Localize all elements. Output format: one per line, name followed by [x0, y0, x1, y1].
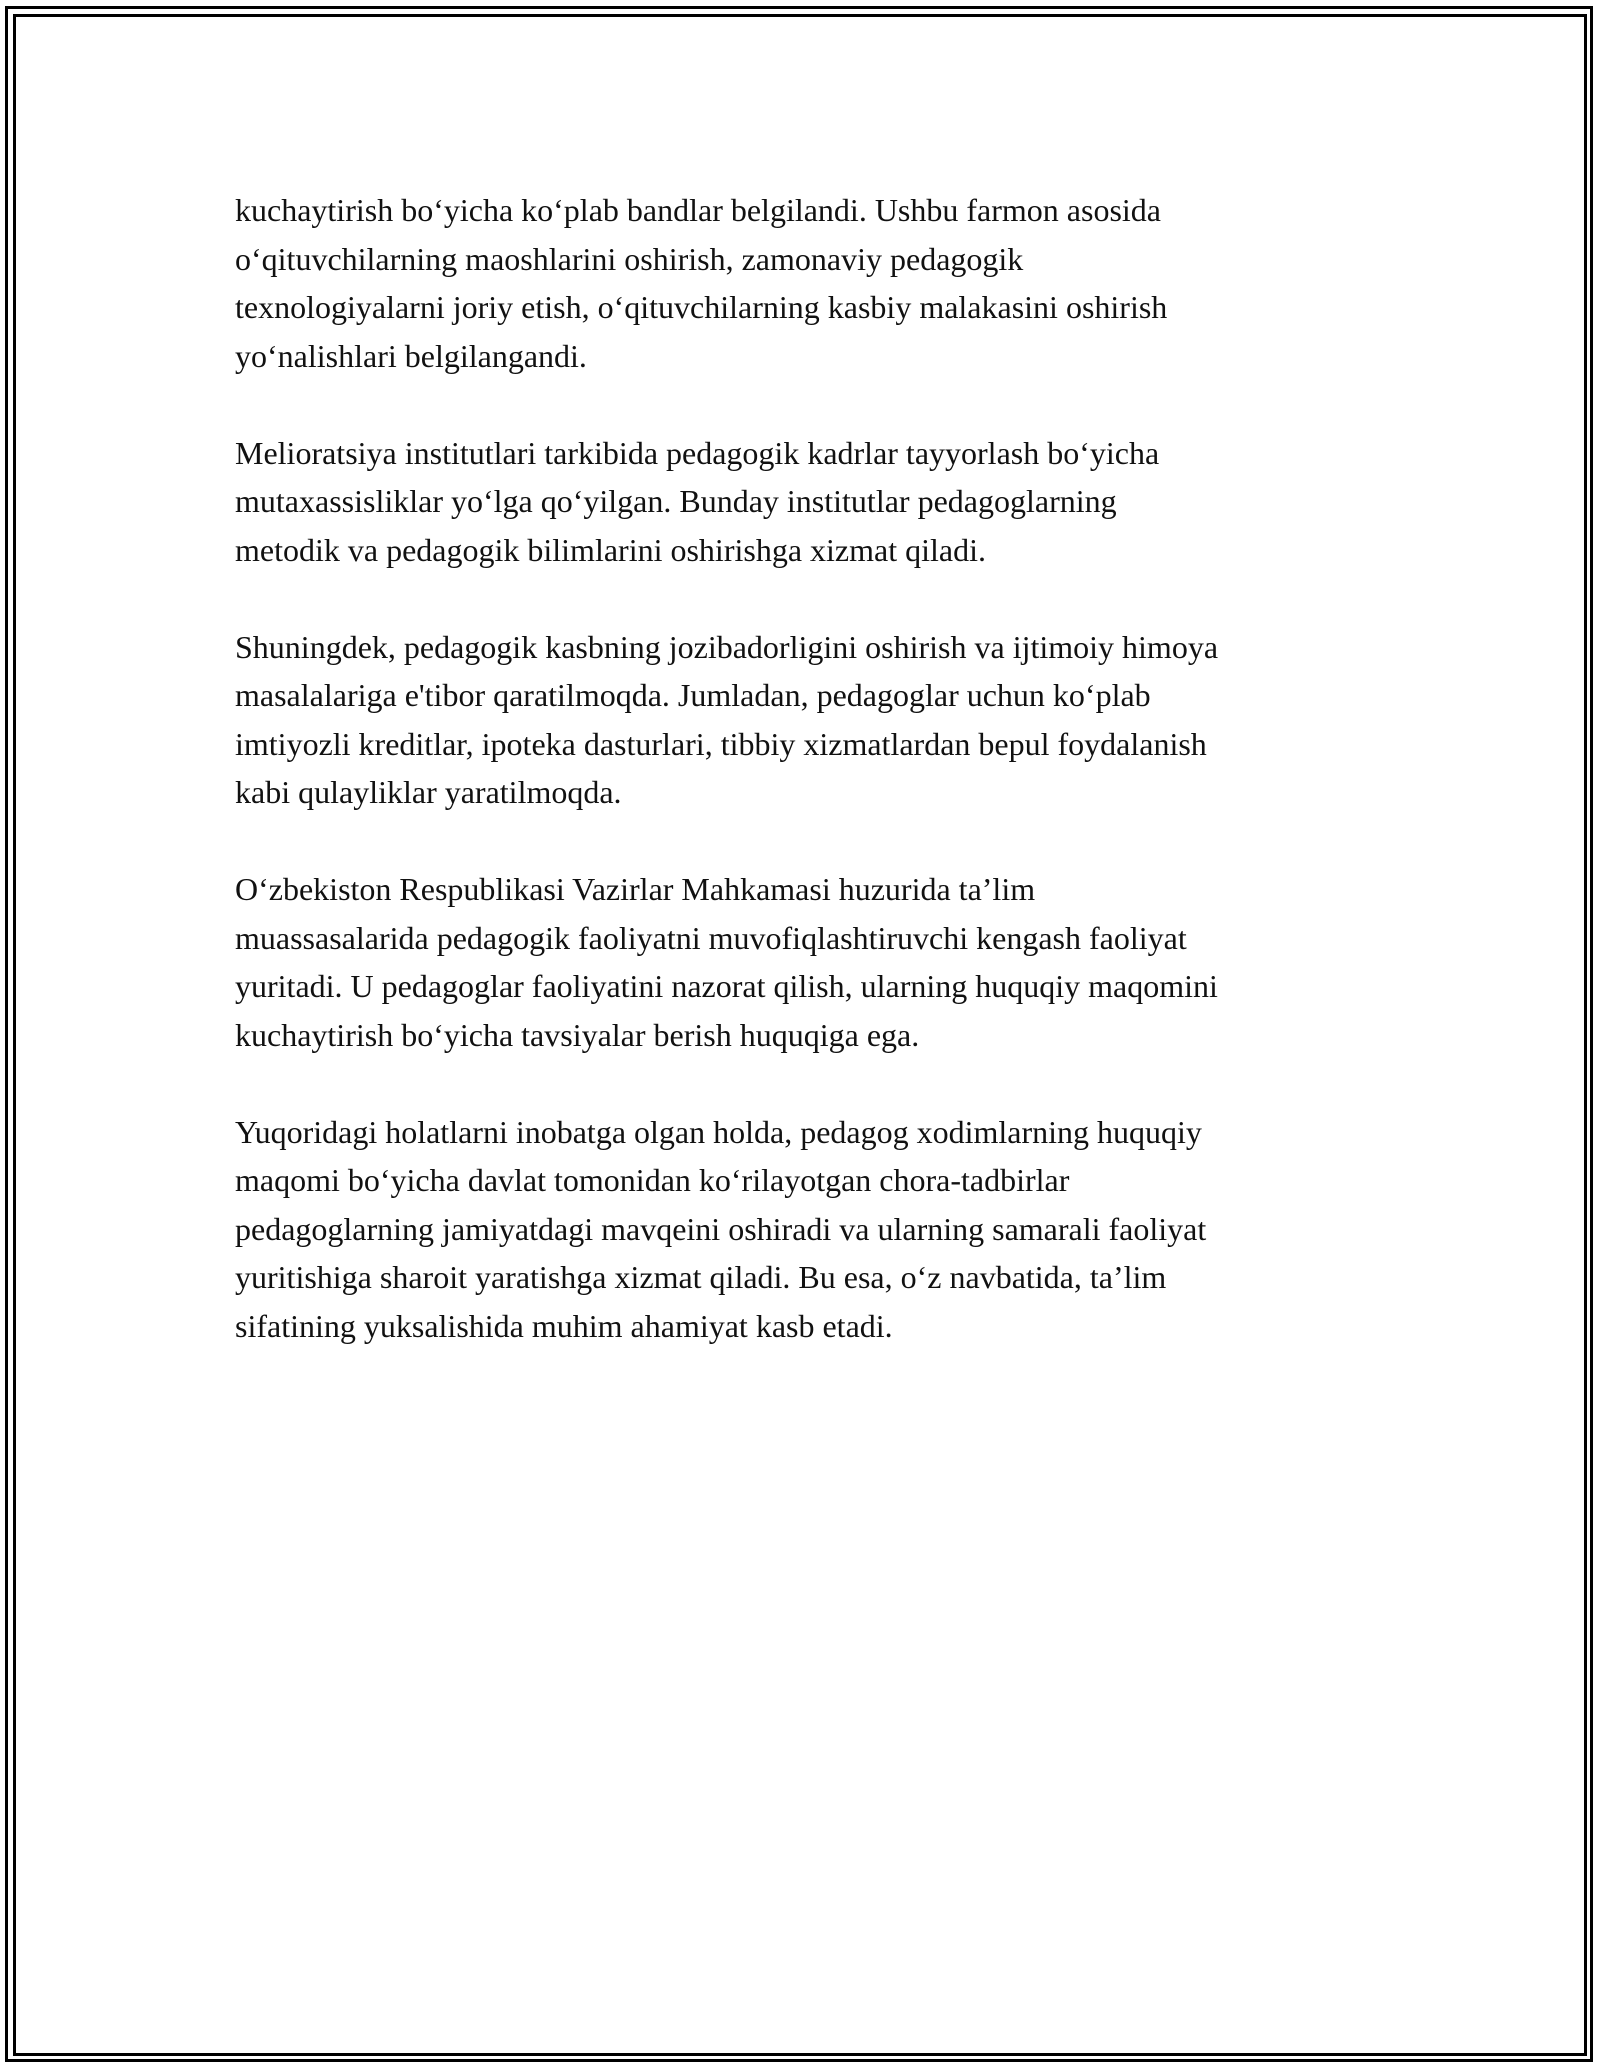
paragraph-4 [235, 865, 1375, 1059]
text-line: Shuningdek, pedagogik kasbning jozibadorligini oshirish va ijtimoiy himoya [235, 628, 1219, 665]
document-body [235, 186, 1375, 1399]
text-line: kabi qulayliklar yaratilmoqda. [235, 774, 622, 810]
text-line: maqomi bo‘yicha davlat tomonidan ko‘rilayotgan chora-tadbirlar [235, 1162, 1070, 1198]
text-line: metodik va pedagogik bilimlarini oshirishga xizmat qiladi. [235, 531, 986, 568]
paragraph-3 [235, 623, 1375, 817]
text-line: mutaxassisliklar yo‘lga qo‘yilgan. Bunday institutlar pedagoglarning [235, 483, 1117, 519]
paragraph-5 [235, 1108, 1375, 1351]
text-line: masalalariga e'tibor qaratilmoqda. Jumladan, pedagoglar uchun ko‘plab [235, 677, 1151, 713]
text-line: muassasalarida pedagogik faoliyatni muvofiqlashtiruvchi kengash faoliyat [235, 919, 1187, 956]
text-line: imtiyozli kreditlar, ipoteka dasturlari, tibbiy xizmatlardan bepul foydalanish [235, 725, 1207, 762]
text-line: pedagoglarning jamiyatdagi mavqeini oshiradi va ularning samarali faoliyat [235, 1210, 1207, 1247]
text-line: yuritadi. U pedagoglar faoliyatini nazorat qilish, ularning huquqiy maqomini [235, 968, 1218, 1004]
text-line: Yuqoridagi holatlarni inobatga olgan holda, pedagog xodimlarning huquqiy [235, 1113, 1202, 1150]
text-line: O‘zbekiston Respublikasi Vazirlar Mahkamasi huzurida ta’lim [235, 871, 1036, 907]
text-line: Melioratsiya institutlari tarkibida pedagogik kadrlar tayyorlash bo‘yicha [235, 434, 1160, 471]
text-line: o‘qituvchilarning maoshlarini oshirish, zamonaviy pedagogik [235, 240, 1024, 277]
text-line: kuchaytirish bo‘yicha tavsiyalar berish huquqiga ega. [235, 1016, 920, 1053]
paragraph-2 [235, 429, 1375, 575]
text-line: kuchaytirish bo‘yicha ko‘plab bandlar belgilandi. Ushbu farmon asosida [235, 192, 1161, 228]
text-line: sifatining yuksalishida muhim ahamiyat kasb etadi. [235, 1307, 893, 1344]
text-line: yuritishiga sharoit yaratishga xizmat qiladi. Bu esa, o‘z navbatida, ta’lim [235, 1259, 1167, 1295]
paragraph-1 [235, 186, 1375, 380]
text-line: texnologiyalarni joriy etish, o‘qituvchilarning kasbiy malakasini oshirish [235, 289, 1168, 325]
text-line: yo‘nalishlari belgilangandi. [235, 337, 587, 374]
